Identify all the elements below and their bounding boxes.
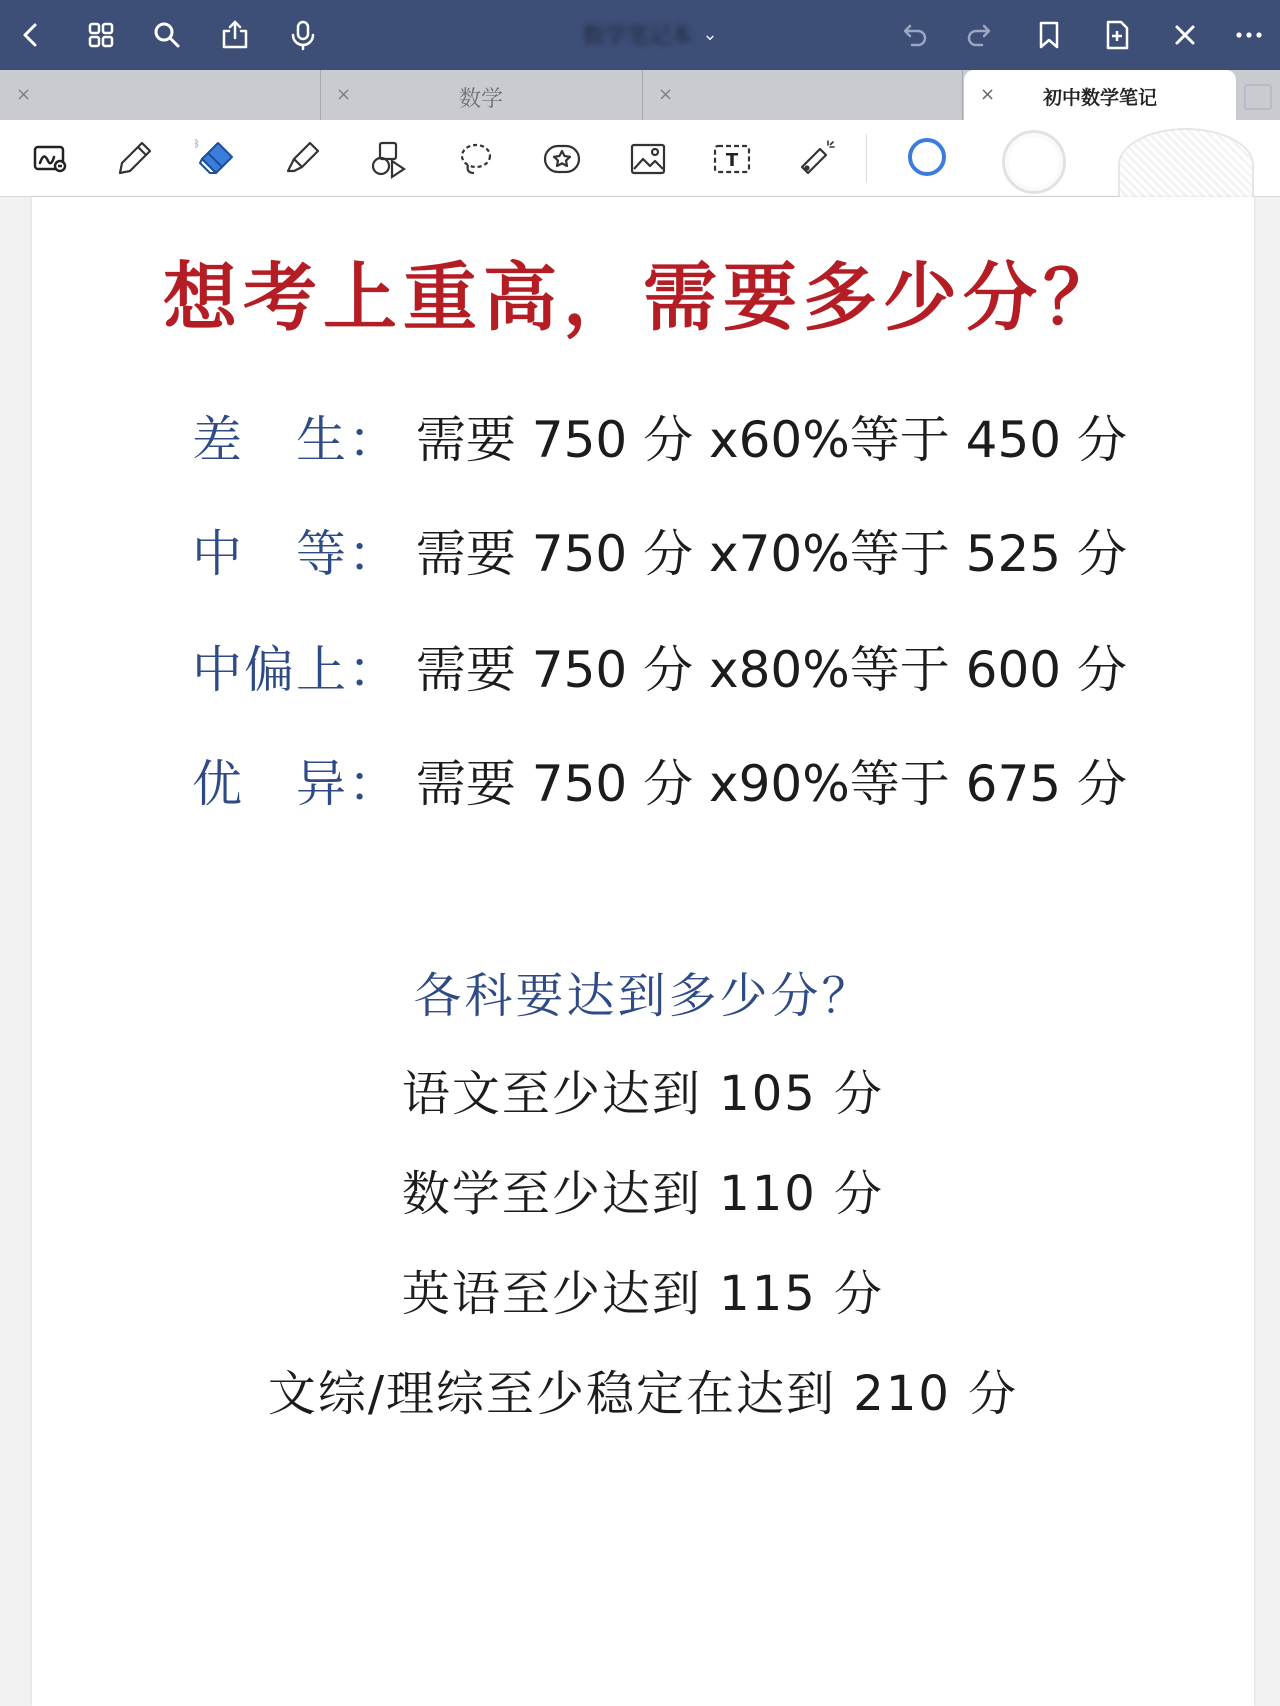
tab-close-icon[interactable]: ×: [658, 84, 674, 105]
drawing-toolbar: [0, 120, 1280, 197]
subject-line: 数学至少达到 110 分: [401, 1166, 885, 1222]
svg-text:T: T: [725, 150, 739, 171]
image-icon[interactable]: [622, 134, 674, 184]
undo-icon[interactable]: [890, 12, 936, 58]
score-row: [192, 635, 1127, 705]
section-subtitle: 各科要达到多少分？: [413, 968, 873, 1024]
tab-junior-math-notes[interactable]: [964, 70, 1236, 120]
stroke-size-swatch-large[interactable]: [1118, 128, 1254, 202]
more-icon[interactable]: [1226, 12, 1272, 58]
row-category: 中 等：: [192, 525, 400, 583]
color-swatch-blue[interactable]: [908, 138, 946, 176]
tab-3[interactable]: [642, 70, 963, 120]
pen-icon[interactable]: [108, 134, 160, 184]
chevron-down-icon: ⌄: [702, 23, 718, 45]
subject-line: 语文至少达到 105 分: [401, 1066, 885, 1122]
highlighter-icon[interactable]: [276, 134, 328, 184]
sticker-icon[interactable]: [536, 134, 588, 184]
laser-pointer-icon[interactable]: [790, 134, 842, 184]
stroke-size-swatch[interactable]: [1002, 130, 1066, 194]
tab-math[interactable]: [320, 70, 643, 120]
note-page[interactable]: [32, 197, 1254, 1706]
search-icon[interactable]: [144, 12, 190, 58]
tab-close-icon[interactable]: ×: [336, 84, 352, 105]
app-topbar: [0, 0, 1280, 70]
share-icon[interactable]: [212, 12, 258, 58]
score-row: [192, 749, 1127, 819]
redo-icon[interactable]: [958, 12, 1004, 58]
row-calculation: 需要 750 分 x80%等于 600 分: [415, 641, 1127, 699]
row-calculation: 需要 750 分 x60%等于 450 分: [415, 411, 1127, 469]
tab-close-icon[interactable]: ×: [980, 84, 996, 105]
add-page-icon[interactable]: [1094, 12, 1140, 58]
document-title: 数学笔记本: [582, 23, 693, 49]
microphone-icon[interactable]: [280, 12, 326, 58]
toolbar-divider: [866, 134, 867, 182]
tab-label: 数学: [458, 87, 503, 112]
row-category: 优 异：: [192, 755, 400, 813]
row-category: 中偏上：: [192, 641, 400, 699]
document-title-dropdown[interactable]: [530, 16, 770, 52]
page-title: 想考上重高，需要多少分？: [163, 255, 1123, 341]
row-calculation: 需要 750 分 x90%等于 675 分: [415, 755, 1127, 813]
bookmark-icon[interactable]: [1026, 12, 1072, 58]
split-view-icon[interactable]: [1244, 84, 1272, 110]
svg-text:ᛒ: ᛒ: [194, 139, 200, 150]
row-category: 差 生：: [192, 411, 400, 469]
text-icon[interactable]: [706, 134, 758, 184]
tab-close-icon[interactable]: ×: [16, 84, 32, 105]
zoom-window-icon[interactable]: [24, 134, 76, 184]
eraser-icon[interactable]: [190, 134, 242, 184]
tab-1[interactable]: [0, 70, 321, 120]
row-calculation: 需要 750 分 x70%等于 525 分: [415, 525, 1127, 583]
score-row: [192, 519, 1127, 589]
lasso-icon[interactable]: [450, 134, 502, 184]
tab-bar: [0, 70, 1280, 120]
close-icon[interactable]: [1162, 12, 1208, 58]
back-icon[interactable]: [8, 12, 54, 58]
subject-line: 英语至少达到 115 分: [401, 1266, 885, 1322]
tab-label: 初中数学笔记: [1042, 87, 1157, 109]
score-row: [192, 405, 1127, 475]
subject-line: 文综/理综至少稳定在达到 210 分: [267, 1366, 1019, 1422]
grid-icon[interactable]: [78, 12, 124, 58]
shapes-icon[interactable]: [362, 134, 414, 184]
